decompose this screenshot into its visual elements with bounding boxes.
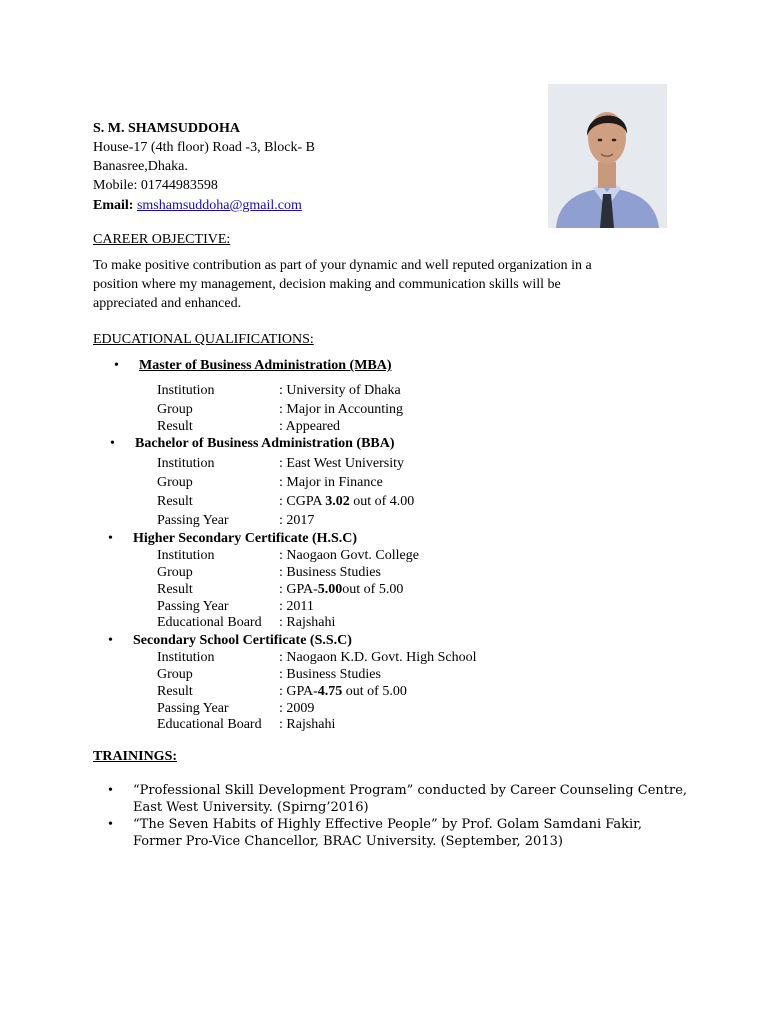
field-value: : CGPA 3.02 out of 4.00	[279, 494, 415, 509]
career-objective-heading: CAREER OBJECTIVE:	[93, 232, 231, 247]
field-value: : GPA-4.75 out of 5.00	[279, 684, 407, 699]
person-photo-icon	[548, 84, 667, 228]
field-value: : Rajshahi	[279, 717, 336, 732]
bba-title: Bachelor of Business Administration (BBA)	[135, 436, 395, 451]
email-link[interactable]: smshamsuddoha@gmail.com	[136, 198, 302, 213]
training-item-2-line-2: Former Pro-Vice Chancellor, BRAC University. (September, 2013)	[133, 834, 563, 849]
address-line-1: House-17 (4th floor) Road -3, Block- B	[93, 140, 316, 155]
field-value: : GPA-5.00out of 5.00	[279, 582, 404, 597]
objective-line-2: position where my management, decision making and communication skills will be	[93, 277, 561, 292]
field-value: : Naogaon Govt. College	[279, 548, 419, 563]
address-line-2: Banasree,Dhaka.	[93, 159, 188, 174]
field-label: Group	[157, 475, 193, 490]
field-label: Group	[157, 667, 193, 682]
training-item-2-line-1: “The Seven Habits of Highly Effective People” by Prof. Golam Samdani Fakir,	[133, 817, 643, 832]
field-value: : Major in Finance	[279, 475, 383, 490]
field-label: Institution	[157, 456, 215, 471]
field-value: : East West University	[279, 456, 404, 471]
field-value: : University of Dhaka	[279, 383, 401, 398]
bullet-icon: •	[108, 783, 113, 798]
objective-line-3: appreciated and enhanced.	[93, 296, 242, 311]
field-label: Passing Year	[157, 599, 229, 614]
candidate-name: S. M. SHAMSUDDOHA	[93, 121, 241, 136]
email-row	[93, 197, 302, 214]
mba-title: Master of Business Administration (MBA)	[139, 358, 392, 373]
profile-photo	[548, 84, 667, 228]
field-label: Institution	[157, 383, 215, 398]
field-value: : Appeared	[279, 419, 341, 434]
objective-line-1: To make positive contribution as part of your dynamic and well reputed organization in a	[93, 258, 592, 273]
training-item-1-line-2: East West University. (Spirng’2016)	[133, 800, 369, 815]
training-item-1-line-1: “Professional Skill Development Program” conducted by Career Counseling Centre,	[133, 783, 688, 798]
bullet-icon: •	[114, 358, 119, 373]
field-label: Educational Board	[157, 615, 262, 630]
hsc-title: Higher Secondary Certificate (H.S.C)	[133, 531, 358, 546]
field-value: : 2009	[279, 701, 315, 716]
field-value: : Major in Accounting	[279, 402, 404, 417]
ssc-title: Secondary School Certificate (S.S.C)	[133, 633, 352, 648]
bullet-icon: •	[108, 633, 113, 648]
field-label: Educational Board	[157, 717, 262, 732]
field-label: Passing Year	[157, 701, 229, 716]
field-label: Institution	[157, 650, 215, 665]
bullet-icon: •	[108, 531, 113, 546]
field-value: : Business Studies	[279, 565, 381, 580]
field-value: : Business Studies	[279, 667, 381, 682]
field-label: Passing Year	[157, 513, 229, 528]
field-label: Result	[157, 582, 193, 597]
bullet-icon: •	[110, 436, 115, 451]
field-label: Result	[157, 494, 193, 509]
trainings-heading: TRAININGS:	[93, 749, 178, 764]
bullet-icon: •	[108, 817, 113, 832]
field-label: Result	[157, 419, 193, 434]
education-heading: EDUCATIONAL QUALIFICATIONS:	[93, 332, 314, 347]
field-label: Institution	[157, 548, 215, 563]
email-label: Email:	[93, 198, 134, 213]
field-label: Result	[157, 684, 193, 699]
field-label: Group	[157, 565, 193, 580]
field-value: : 2017	[279, 513, 315, 528]
field-value: : Naogaon K.D. Govt. High School	[279, 650, 477, 665]
field-value: : Rajshahi	[279, 615, 336, 630]
field-value: : 2011	[279, 599, 314, 614]
mobile-number: Mobile: 01744983598	[93, 178, 218, 193]
field-label: Group	[157, 402, 193, 417]
